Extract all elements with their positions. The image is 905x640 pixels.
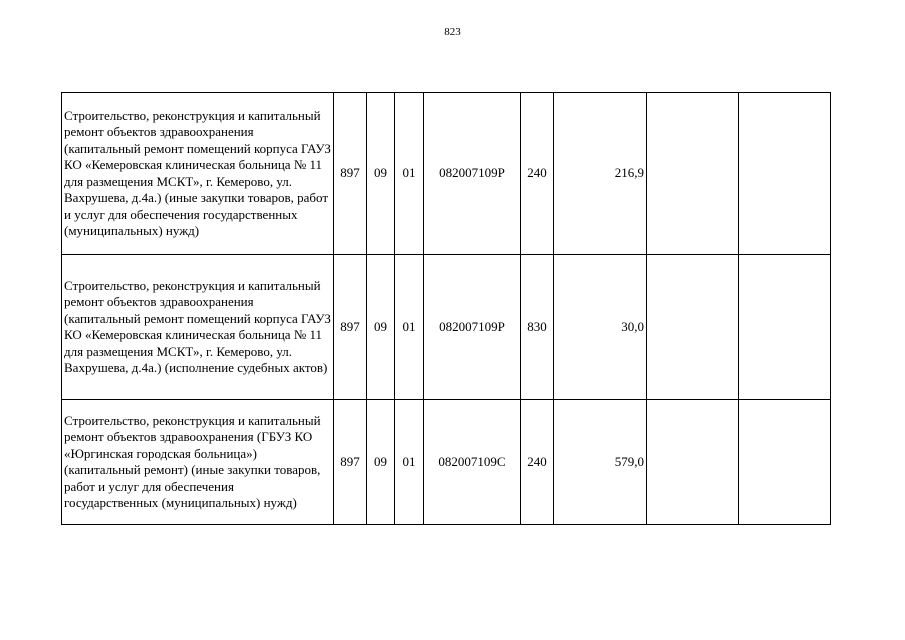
empty-cell <box>647 255 739 400</box>
expense-type-cell: 830 <box>521 255 554 400</box>
expense-name-cell: Строительство, реконструкция и капитальный ремонт объектов здравоохранения (капитальный ремонт помещений корпуса ГАУЗ КО «Кемеровская клиническая больница № 11 для размещения МСКТ», г. Кемерово, ул. Вахрушева, д.4а.) (исполнение судебных актов) <box>62 255 334 400</box>
empty-cell <box>739 93 831 255</box>
subsection-code-cell: 01 <box>395 255 424 400</box>
expense-name-cell: Строительство, реконструкция и капитальный ремонт объектов здравоохранения (ГБУЗ КО «Юргинская городская больница») (капитальный ремонт) (иные закупки товаров, работ и услуг для обеспечения государственных (муниципальных) нужд) <box>62 400 334 525</box>
subsection-code-cell: 01 <box>395 400 424 525</box>
amount-cell: 216,9 <box>554 93 647 255</box>
section-code-cell: 09 <box>367 255 395 400</box>
target-item-cell: 082007109Р <box>424 255 521 400</box>
page-number: 823 <box>444 26 461 38</box>
expense-type-cell: 240 <box>521 400 554 525</box>
table-row <box>62 400 831 525</box>
ministry-code-cell: 897 <box>334 400 367 525</box>
target-item-cell: 082007109С <box>424 400 521 525</box>
amount-cell: 30,0 <box>554 255 647 400</box>
empty-cell <box>739 400 831 525</box>
empty-cell <box>647 400 739 525</box>
section-code-cell: 09 <box>367 93 395 255</box>
empty-cell <box>739 255 831 400</box>
budget-table <box>61 92 831 525</box>
table-row <box>62 255 831 400</box>
subsection-code-cell: 01 <box>395 93 424 255</box>
ministry-code-cell: 897 <box>334 255 367 400</box>
ministry-code-cell: 897 <box>334 93 367 255</box>
table-row <box>62 93 831 255</box>
expense-name-cell: Строительство, реконструкция и капитальный ремонт объектов здравоохранения (капитальный ремонт помещений корпуса ГАУЗ КО «Кемеровская клиническая больница № 11 для размещения МСКТ», г. Кемерово, ул. Вахрушева, д.4а.) (иные закупки товаров, работ и услуг для обеспечения государственных (муниципальных) нужд) <box>62 93 334 255</box>
amount-cell: 579,0 <box>554 400 647 525</box>
expense-type-cell: 240 <box>521 93 554 255</box>
target-item-cell: 082007109Р <box>424 93 521 255</box>
empty-cell <box>647 93 739 255</box>
section-code-cell: 09 <box>367 400 395 525</box>
